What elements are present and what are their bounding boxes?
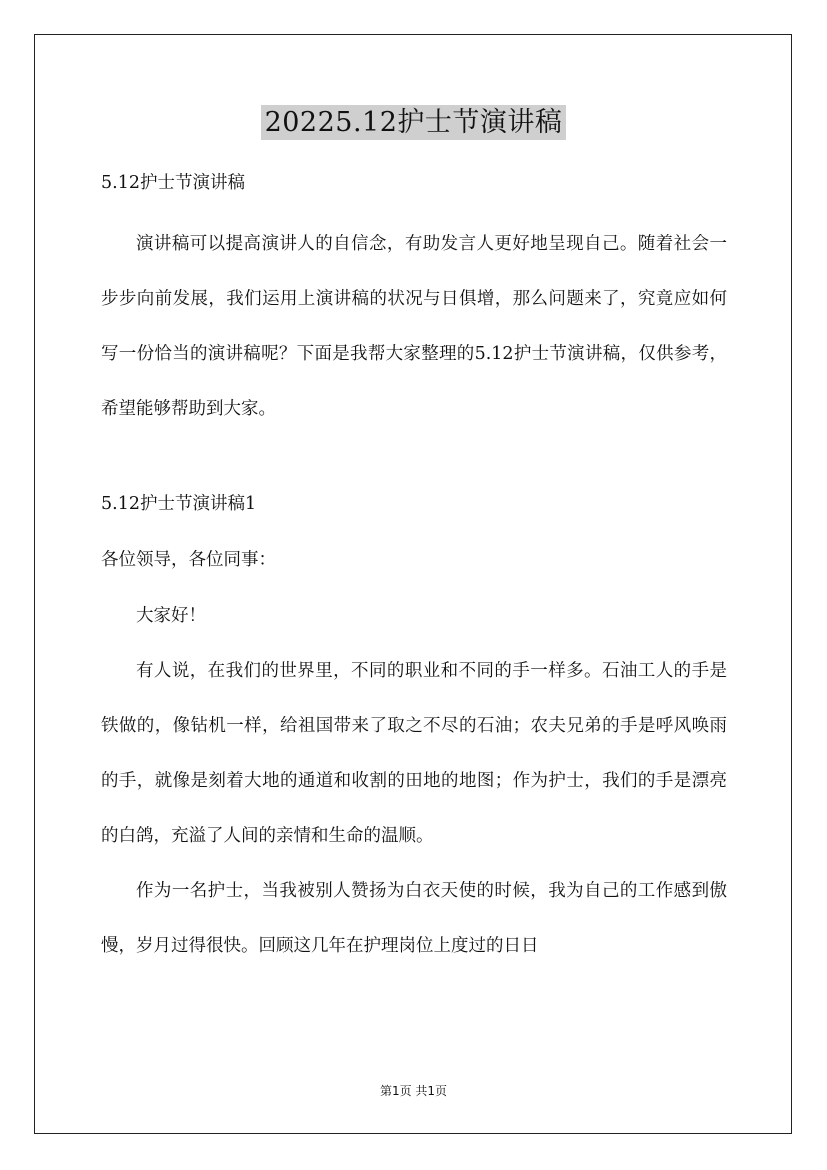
paragraph-2: 作为一名护士，当我被别人赞扬为白衣天使的时候，我为自己的工作感到傲慢，岁月过得很快。回顾这几年在护理岗位上度过的日日 <box>101 881 727 956</box>
intro-paragraph: 演讲稿可以提高演讲人的自信念，有助发言人更好地呈现自己。随着社会一步步向前发展，我们运用上演讲稿的状况与日俱增，那么问题来了，究竟应如何写一份恰当的演讲稿呢？下面是我帮大家整理的5.12护士节演讲稿，仅供参考，希望能够帮助到大家。 <box>101 234 727 419</box>
section-heading: 5.12护士节演讲稿1 <box>101 494 257 514</box>
section-spacer <box>101 437 727 489</box>
paragraph-1: 有人说，在我们的世界里，不同的职业和不同的手一样多。石油工人的手是铁做的，像钻机一样，给祖国带来了取之不尽的石油；农夫兄弟的手是呼风唤雨的手，就像是刻着大地的通道和收割的田地的地图；作为护士，我们的手是漂亮的白鸽，充溢了人间的亲情和生命的温顺。 <box>101 661 727 846</box>
document-title: 20225.12护士节演讲稿 <box>261 105 567 140</box>
greeting: 大家好！ <box>136 606 206 626</box>
page-footer: 第1页 共1页 <box>379 1084 448 1098</box>
document-body <box>101 168 727 974</box>
salutation: 各位领导，各位同事： <box>101 550 276 570</box>
document-title-wrap <box>0 100 827 139</box>
subtitle: 5.12护士节演讲稿 <box>101 173 245 193</box>
